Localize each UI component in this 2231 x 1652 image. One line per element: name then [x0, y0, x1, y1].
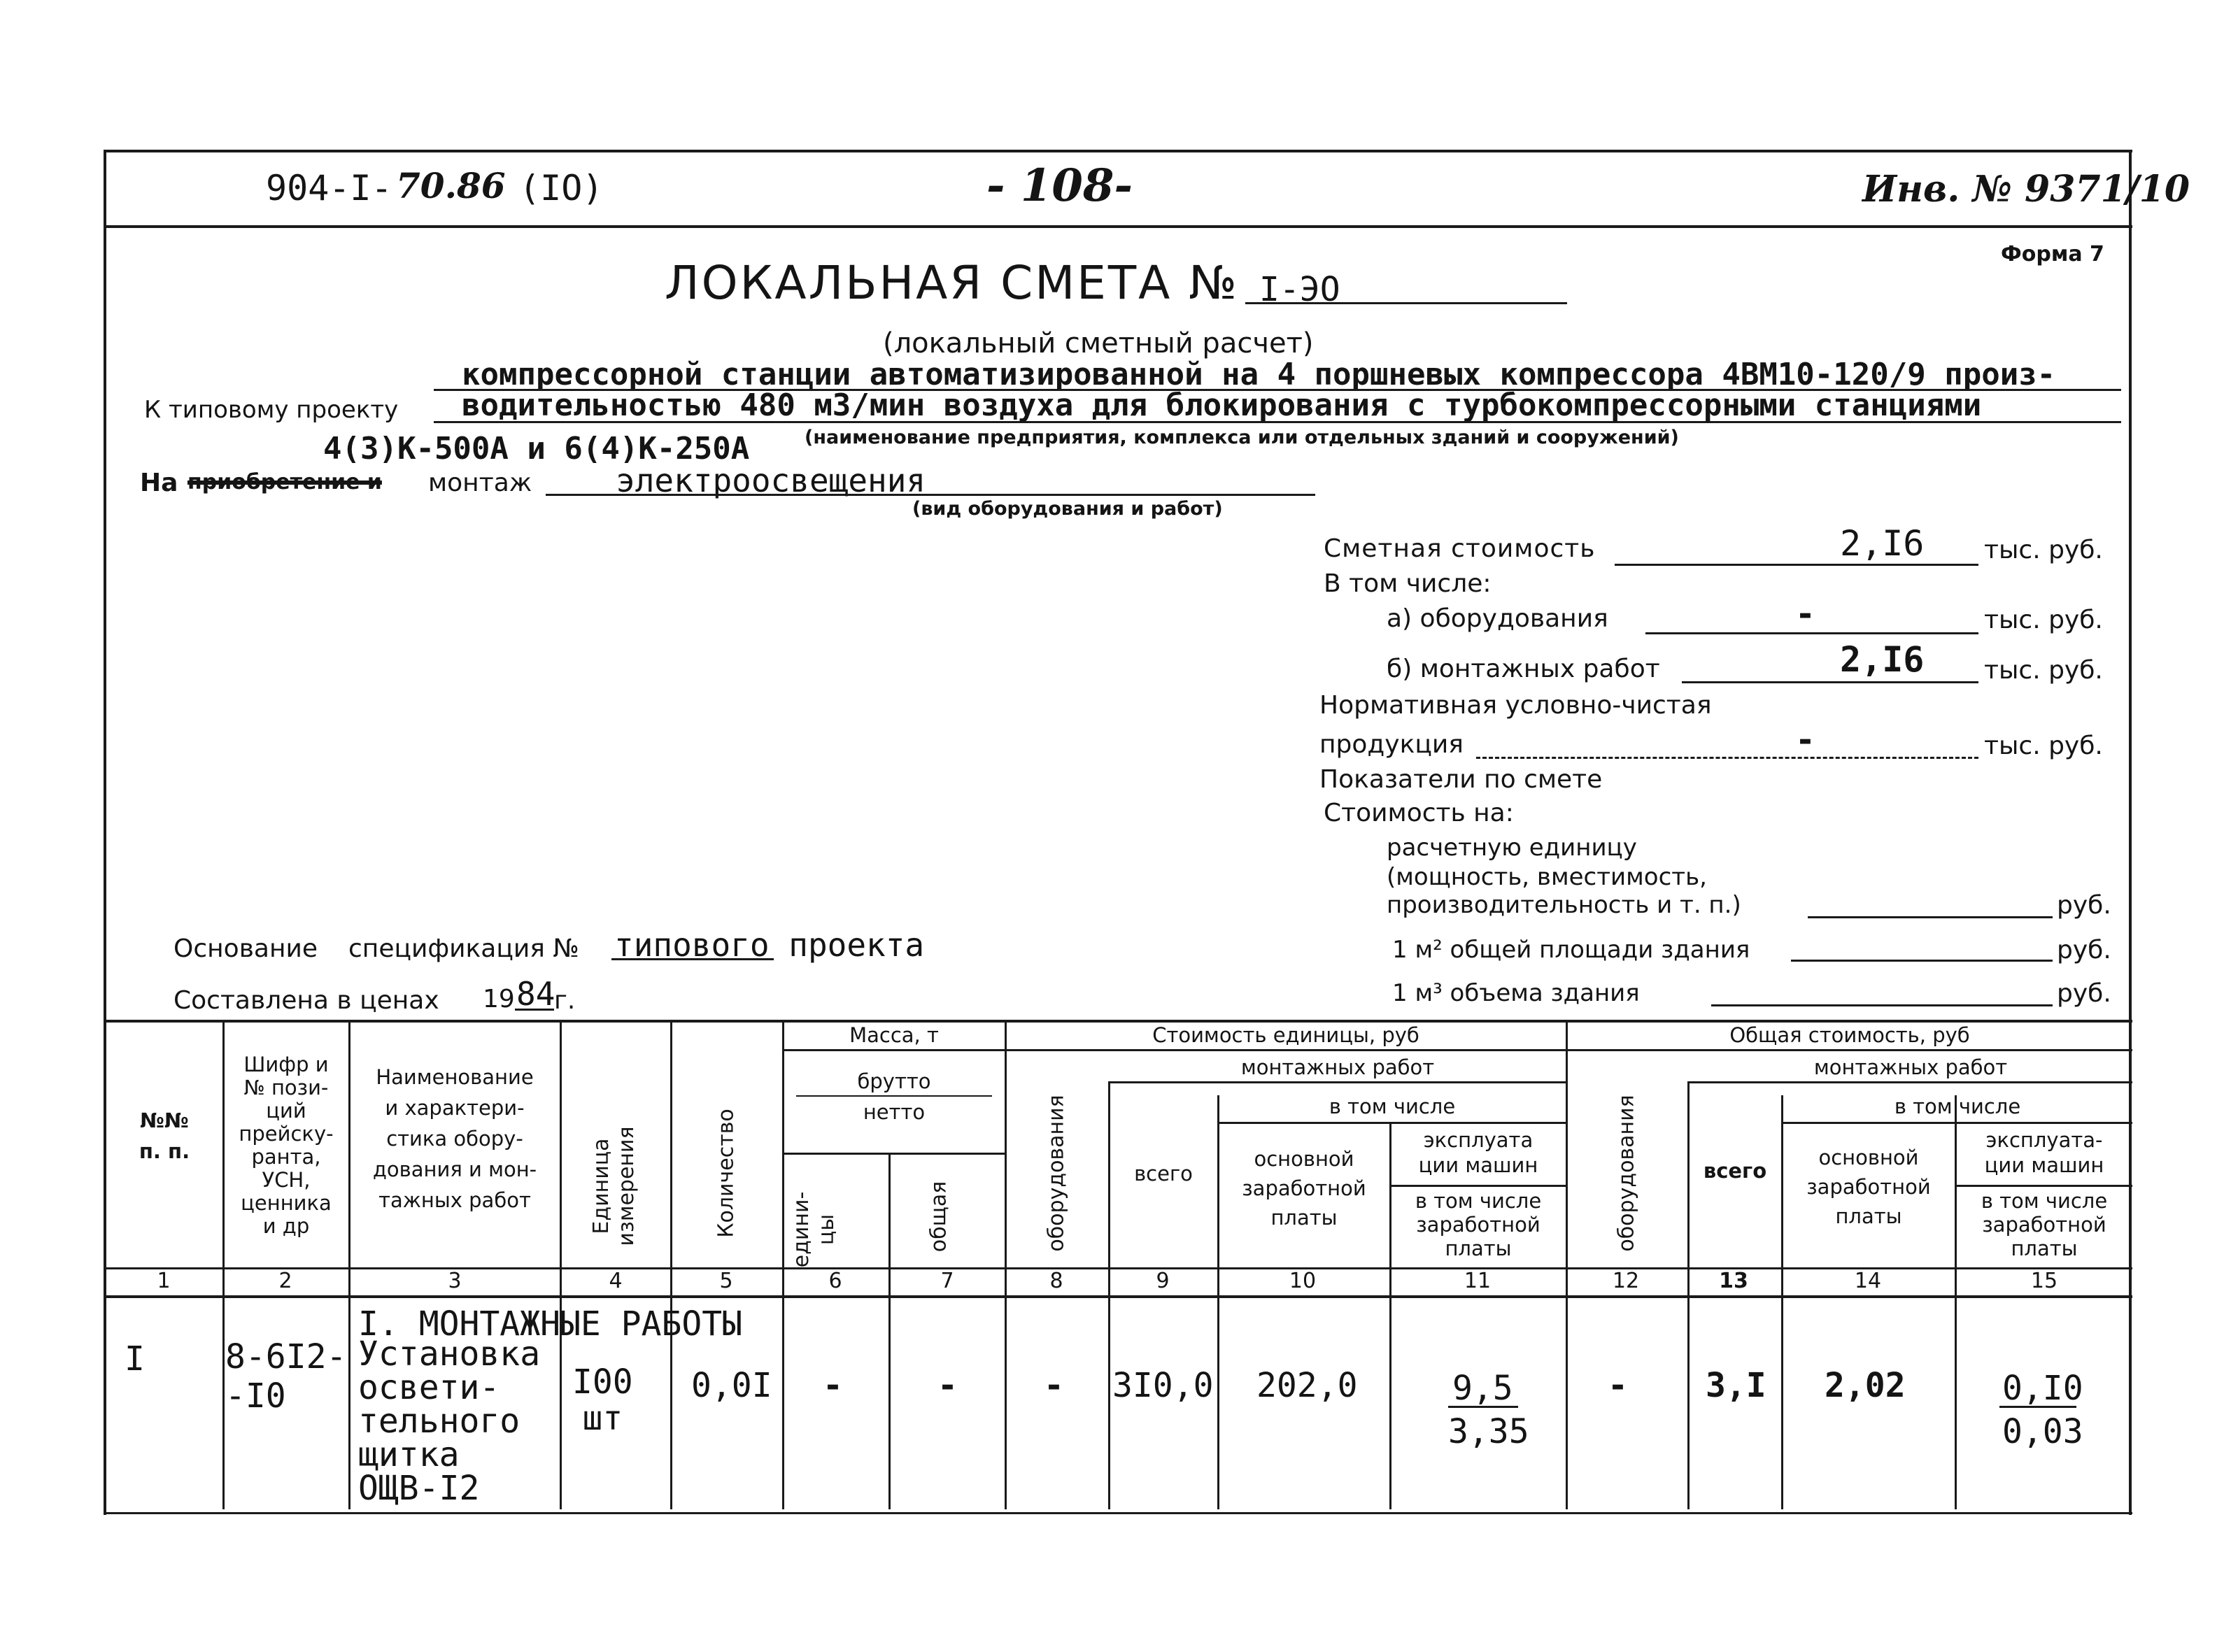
header-mass-unit: едини- цы [789, 1191, 839, 1268]
per-unit-unit: руб. [2057, 891, 2111, 920]
right-border [2129, 150, 2132, 1515]
column-number-1: 1 [157, 1269, 171, 1293]
header-unit-total: всего [1134, 1162, 1193, 1185]
estimated-cost-value: 2,I6 [1840, 523, 1925, 564]
spec-label: спецификация № [348, 934, 579, 963]
equipment-label: а) оборудования [1387, 604, 1608, 633]
mass-rule [782, 1049, 1005, 1051]
header-unit-incl: в том числе [1329, 1095, 1456, 1118]
header-total-wage: основной заработной платы [1806, 1146, 1931, 1228]
header-quantity: Количество [714, 1109, 739, 1238]
normative-line [1476, 757, 1978, 759]
document-subtitle: (локальный сметный расчет) [883, 327, 1314, 359]
header-total-machines-wage: в том числе заработной платы [1981, 1189, 2108, 1260]
column-number-5: 5 [719, 1269, 733, 1293]
form-label: Форма 7 [2001, 242, 2104, 266]
header-unit-machines: эксплуата ции машин [1418, 1128, 1538, 1177]
row-unit-machines-underline [1448, 1406, 1518, 1408]
column-number-6: 6 [828, 1269, 842, 1293]
row-unit-machines: 9,5 [1452, 1369, 1513, 1408]
column-number-8: 8 [1049, 1269, 1063, 1293]
table-header-bottom [104, 1295, 2132, 1298]
header-total-all: всего [1703, 1159, 1767, 1183]
section-title: I. МОНТАЖНЫЕ РАБОТЫ [358, 1304, 743, 1344]
work-label-prefix: На [140, 469, 178, 497]
header-unit-install: монтажных работ [1240, 1055, 1435, 1079]
equipment-unit: тыс. руб. [1984, 606, 2103, 634]
header-rule [104, 225, 2132, 228]
prices-year-underline [515, 1009, 554, 1011]
row-total-equipment: - [1608, 1366, 1628, 1405]
normative-label-2: продукция [1319, 730, 1464, 759]
column-number-15: 15 [2030, 1269, 2058, 1293]
estimated-cost-unit: тыс. руб. [1984, 536, 2103, 564]
estimated-cost-label: Сметная стоимость [1324, 534, 1596, 563]
per-m3-label: 1 м³ объема здания [1392, 979, 1640, 1007]
column-number-4: 4 [609, 1269, 623, 1293]
total-rule [1566, 1049, 2132, 1051]
project-caption: (наименование предприятия, комплекса или отдельных зданий и сооружений) [805, 427, 1679, 448]
header-total-equipment: оборудования [1614, 1095, 1639, 1252]
work-label-struck: приобретение и [187, 470, 382, 494]
estimate-number-line [1245, 302, 1567, 304]
mass-netto-rule [782, 1153, 1005, 1155]
spec-value: типового проекта [614, 926, 925, 964]
estimated-cost-line [1615, 564, 1978, 566]
indicators-label: Показатели по смете [1319, 765, 1603, 794]
per-m3-line [1711, 1004, 2053, 1006]
header-unit-wage: основной заработной платы [1242, 1147, 1366, 1230]
work-caption: (вид оборудования и работ) [912, 498, 1223, 520]
col-line-9 [1108, 1081, 1110, 1509]
per-m2-label: 1 м² общей площади здания [1392, 936, 1750, 964]
document-code: 904-I- [266, 168, 392, 208]
column-number-7: 7 [940, 1269, 954, 1293]
header-unit-machines-wage: в том числе заработной платы [1415, 1189, 1542, 1260]
header-unit-cost: Стоимость единицы, руб [1152, 1023, 1419, 1047]
row-total-machines-wage: 0,03 [2002, 1412, 2083, 1451]
work-label-suffix: монтаж [428, 469, 532, 497]
header-mass: Масса, т [849, 1023, 939, 1047]
column-number-12: 12 [1612, 1269, 1640, 1293]
work-value-underline [546, 494, 1315, 496]
header-brutto: брутто [857, 1069, 931, 1093]
row-total-machines-underline [1999, 1406, 2076, 1408]
document-code-handwritten: 70.86 [396, 165, 506, 206]
total-install-rule [1687, 1081, 2132, 1083]
total-incl-rule [1781, 1122, 2132, 1124]
column-number-10: 10 [1289, 1269, 1317, 1293]
col-line-13 [1687, 1081, 1690, 1509]
col-line-5 [670, 1020, 672, 1509]
basis-label: Основание [173, 934, 318, 963]
installation-value: 2,I6 [1840, 639, 1925, 680]
per-unit-line-3: производительность и т. п.) [1387, 891, 1741, 919]
prices-year-prefix: 19 [483, 985, 515, 1013]
col-line-4 [560, 1020, 562, 1509]
header-unit: Единица измерения [589, 1126, 639, 1246]
page-number: - 108- [986, 159, 1133, 212]
header-name: Наименование и характери- стика обору- дования и мон- тажных работ [372, 1065, 537, 1212]
per-unit-line-2: (мощность, вместимость, [1387, 863, 1707, 891]
unitcost-mach-rule [1389, 1185, 1566, 1187]
row-total-machines: 0,I0 [2002, 1369, 2083, 1408]
row-total-install: 3,I [1706, 1366, 1766, 1405]
inventory-number: Инв. № 9371/10 [1862, 168, 2190, 211]
cost-per-label: Стоимость на: [1324, 799, 1514, 827]
project-label: К типовому проекту [144, 396, 399, 424]
work-value: электроосвещения [616, 462, 926, 499]
column-number-2: 2 [278, 1269, 292, 1293]
prices-label: Составлена в ценах [173, 986, 439, 1015]
column-number-13: 13 [1719, 1269, 1748, 1293]
row-unit-equipment: - [1044, 1366, 1064, 1405]
header-unit-equipment: оборудования [1044, 1095, 1069, 1252]
normative-label-1: Нормативная условно-чистая [1319, 691, 1712, 720]
column-number-9: 9 [1156, 1269, 1170, 1293]
album-number: (IO) [519, 168, 604, 208]
unitcost-install-rule [1108, 1081, 1566, 1083]
left-border [104, 150, 106, 1515]
header-total-machines: эксплуата- ции машин [1984, 1128, 2104, 1177]
row-mass-unit: - [823, 1366, 843, 1405]
per-unit-line [1808, 916, 2053, 918]
project-line-2-underline [434, 421, 2121, 423]
per-m3-unit: руб. [2057, 979, 2111, 1008]
project-line-1: компрессорной станции автоматизированной на 4 поршневых компрессора 4ВМ10-120/9 произ- [462, 357, 2056, 392]
prices-year: 84 [516, 975, 555, 1013]
unitcost-incl-rule [1217, 1122, 1566, 1124]
row-quantity: 0,0I [691, 1366, 772, 1405]
equipment-value: - [1795, 594, 1815, 634]
installation-label: б) монтажных работ [1387, 655, 1660, 683]
row-unit-install-wage: 202,0 [1256, 1366, 1358, 1405]
project-line-2: водительностью 480 м3/мин воздуха для блокирования с турбокомпрессорными станциями [462, 387, 1982, 423]
header-number: №№ п. п. [139, 1109, 190, 1163]
row-number: I [125, 1339, 145, 1379]
normative-unit: тыс. руб. [1984, 732, 2103, 760]
document-title: ЛОКАЛЬНАЯ СМЕТА № [665, 256, 1239, 310]
unitcost-rule [1005, 1049, 1566, 1051]
including-label: В том числе: [1324, 569, 1492, 598]
estimate-number: I-ЭО [1259, 270, 1340, 309]
row-mass-total: - [937, 1366, 958, 1405]
per-m2-unit: руб. [2057, 936, 2111, 964]
per-m2-line [1791, 960, 2053, 962]
table-colnum-top [104, 1267, 2132, 1269]
per-unit-line-1: расчетную единицу [1387, 834, 1637, 862]
row-total-wage: 2,02 [1825, 1366, 1906, 1405]
column-number-14: 14 [1854, 1269, 1882, 1293]
col-line-8 [1005, 1020, 1007, 1509]
header-total-cost: Общая стоимость, руб [1729, 1023, 1970, 1047]
col-line-11 [1389, 1122, 1391, 1509]
installation-unit: тыс. руб. [1984, 656, 2103, 685]
col-line-12 [1566, 1020, 1568, 1509]
spec-underline [611, 958, 774, 960]
column-number-11: 11 [1464, 1269, 1492, 1293]
row-unit-install-total: 3I0,0 [1112, 1366, 1214, 1405]
col-line-7 [888, 1153, 891, 1509]
mass-brutto-rule [796, 1095, 992, 1097]
normative-value: - [1795, 720, 1815, 760]
project-line-3: 4(3)К-500А и 6(4)К-250А [323, 431, 750, 467]
prices-suffix: г. [554, 986, 576, 1015]
column-number-3: 3 [448, 1269, 462, 1293]
header-total-incl: в том числе [1894, 1095, 2021, 1118]
row-code: 8-6I2- -I0 [225, 1337, 347, 1416]
bottom-rule [104, 1512, 2132, 1514]
header-mass-total: общая [926, 1181, 951, 1253]
installation-line [1682, 681, 1978, 683]
header-total-install: монтажных работ [1813, 1055, 2008, 1079]
row-unit-machines-wage: 3,35 [1448, 1412, 1529, 1451]
header-code: Шифр и № пози- ций прейску- ранта, УСН, ценника и др [239, 1053, 334, 1238]
total-mach-rule [1955, 1185, 2132, 1187]
row-unit: I00 шт [572, 1362, 633, 1438]
header-netto: нетто [863, 1100, 926, 1124]
top-rule [104, 150, 2132, 152]
row-name: Установка освети- тельного щитка ОЩВ-I2 [358, 1334, 541, 1508]
